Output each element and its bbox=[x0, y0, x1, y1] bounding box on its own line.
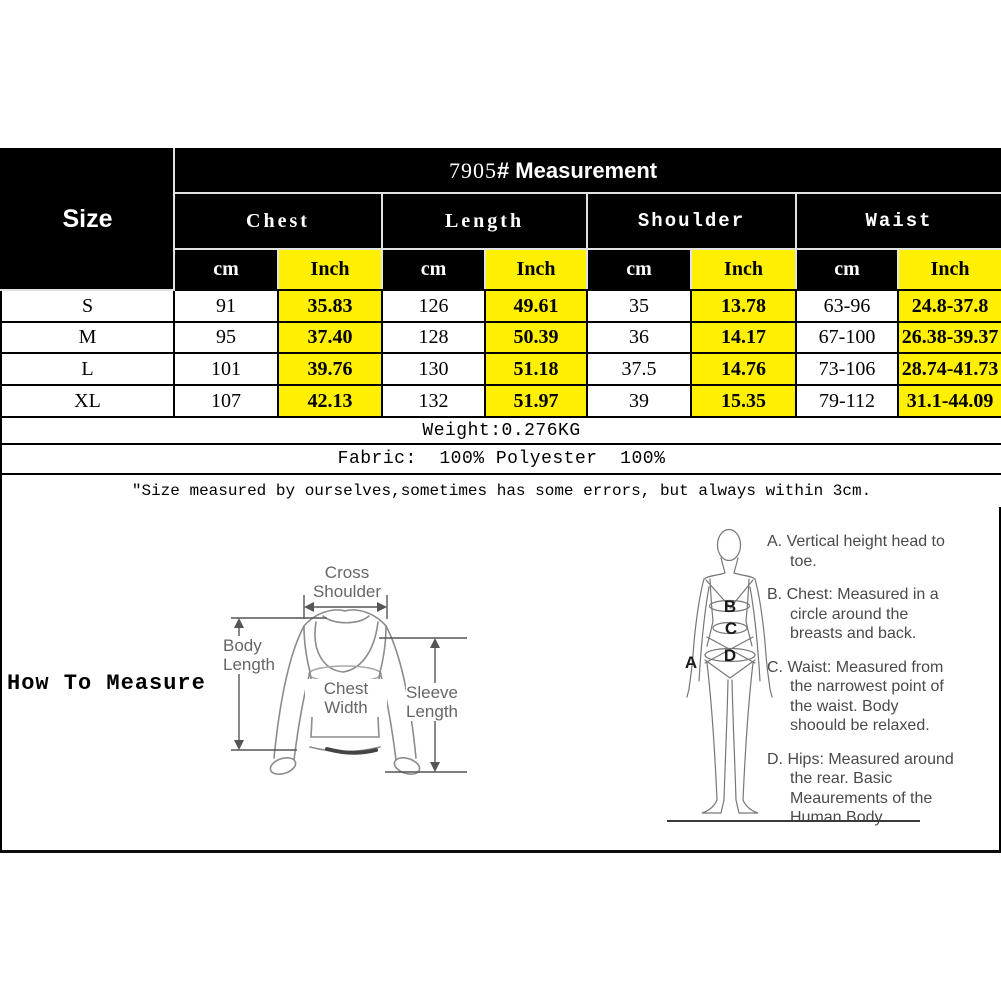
table-title bbox=[174, 149, 1001, 193]
col-header-shoulder: Shoulder bbox=[587, 193, 796, 249]
table-row-xl bbox=[1, 385, 1001, 417]
measurement-cell: 95 bbox=[174, 322, 278, 353]
col-header-waist: Waist bbox=[796, 193, 1001, 249]
unit-header-cm: cm bbox=[174, 249, 278, 290]
measure-annotations bbox=[767, 532, 955, 842]
measurement-cell: 14.17 bbox=[691, 322, 796, 353]
measurement-table bbox=[0, 148, 1001, 509]
measurement-cell: 24.8-37.8 bbox=[898, 290, 1001, 322]
unit-header-inch: Inch bbox=[898, 249, 1001, 290]
measurement-cell: 126 bbox=[382, 290, 485, 322]
annotation-c: C. Waist: Measured from the narrowest point of the waist. Body shoould be relaxed. bbox=[767, 658, 944, 734]
annotation-b: B. Chest: Measured in a circle around the breasts and back. bbox=[767, 586, 939, 642]
figure-letter-c: C bbox=[724, 619, 738, 638]
annotation-a: A. Vertical height head to toe. bbox=[767, 533, 945, 570]
measurement-cell: 50.39 bbox=[485, 322, 587, 353]
measurement-cell: 91 bbox=[174, 290, 278, 322]
col-header-length: Length bbox=[382, 193, 587, 249]
measurement-cell: 14.76 bbox=[691, 353, 796, 385]
row-label: XL bbox=[1, 385, 174, 417]
measurement-cell: 49.61 bbox=[485, 290, 587, 322]
chest-width-label: Chest Width bbox=[305, 679, 387, 717]
figure-letter-b: B bbox=[723, 597, 737, 616]
measure-note-row: "Size measured by ourselves,sometimes has some errors, but always within 3cm. bbox=[1, 474, 1001, 508]
measurement-cell: 73-106 bbox=[796, 353, 898, 385]
measurement-cell: 79-112 bbox=[796, 385, 898, 417]
unit-header-inch: Inch bbox=[278, 249, 382, 290]
measurement-cell: 128 bbox=[382, 322, 485, 353]
unit-header-cm: cm bbox=[382, 249, 485, 290]
measurement-cell: 63-96 bbox=[796, 290, 898, 322]
col-header-chest: Chest bbox=[174, 193, 382, 249]
how-to-measure-heading: How To Measure bbox=[7, 671, 206, 696]
measurement-cell: 36 bbox=[587, 322, 691, 353]
row-label: M bbox=[1, 322, 174, 353]
unit-header-inch: Inch bbox=[691, 249, 796, 290]
measurement-cell: 42.13 bbox=[278, 385, 382, 417]
measurement-cell: 39 bbox=[587, 385, 691, 417]
unit-header-cm: cm bbox=[796, 249, 898, 290]
figure-letter-d: D bbox=[723, 646, 737, 665]
measurement-cell: 51.18 bbox=[485, 353, 587, 385]
body-length-label: Body Length bbox=[223, 636, 279, 674]
measurement-cell: 13.78 bbox=[691, 290, 796, 322]
weight-row: Weight:0.276KG bbox=[1, 417, 1001, 444]
annotation-underline bbox=[667, 820, 920, 822]
measurement-cell: 132 bbox=[382, 385, 485, 417]
table-row-l bbox=[1, 353, 1001, 385]
measurement-cell: 67-100 bbox=[796, 322, 898, 353]
measurement-cell: 39.76 bbox=[278, 353, 382, 385]
measurement-cell: 26.38-39.37 bbox=[898, 322, 1001, 353]
title-style-number: 7905 bbox=[448, 158, 497, 183]
measurement-cell: 107 bbox=[174, 385, 278, 417]
measurement-cell: 15.35 bbox=[691, 385, 796, 417]
measurement-cell: 101 bbox=[174, 353, 278, 385]
measurement-cell: 35 bbox=[587, 290, 691, 322]
measurement-cell: 28.74-41.73 bbox=[898, 353, 1001, 385]
title-measurement-text: # Measurement bbox=[496, 158, 658, 183]
measurement-cell: 37.5 bbox=[587, 353, 691, 385]
unit-header-inch: Inch bbox=[485, 249, 587, 290]
measurement-cell: 51.97 bbox=[485, 385, 587, 417]
cross-shoulder-label: Cross Shoulder bbox=[312, 563, 382, 601]
how-to-measure-panel bbox=[0, 507, 1001, 853]
row-label: S bbox=[1, 290, 174, 322]
unit-header-cm: cm bbox=[587, 249, 691, 290]
size-column-header: Size bbox=[1, 149, 174, 290]
annotation-d: D. Hips: Measured around the rear. Basic Meaurements of the Human Body bbox=[767, 750, 954, 826]
fabric-row: Fabric: 100% Polyester 100% bbox=[1, 444, 1001, 474]
measurement-cell: 35.83 bbox=[278, 290, 382, 322]
row-label: L bbox=[1, 353, 174, 385]
measurement-cell: 31.1-44.09 bbox=[898, 385, 1001, 417]
table-row-m bbox=[1, 322, 1001, 353]
measurement-cell: 37.40 bbox=[278, 322, 382, 353]
measurement-cell: 130 bbox=[382, 353, 485, 385]
table-row-s bbox=[1, 290, 1001, 322]
figure-letter-a: A bbox=[684, 653, 698, 672]
sleeve-length-label: Sleeve Length bbox=[406, 683, 464, 721]
